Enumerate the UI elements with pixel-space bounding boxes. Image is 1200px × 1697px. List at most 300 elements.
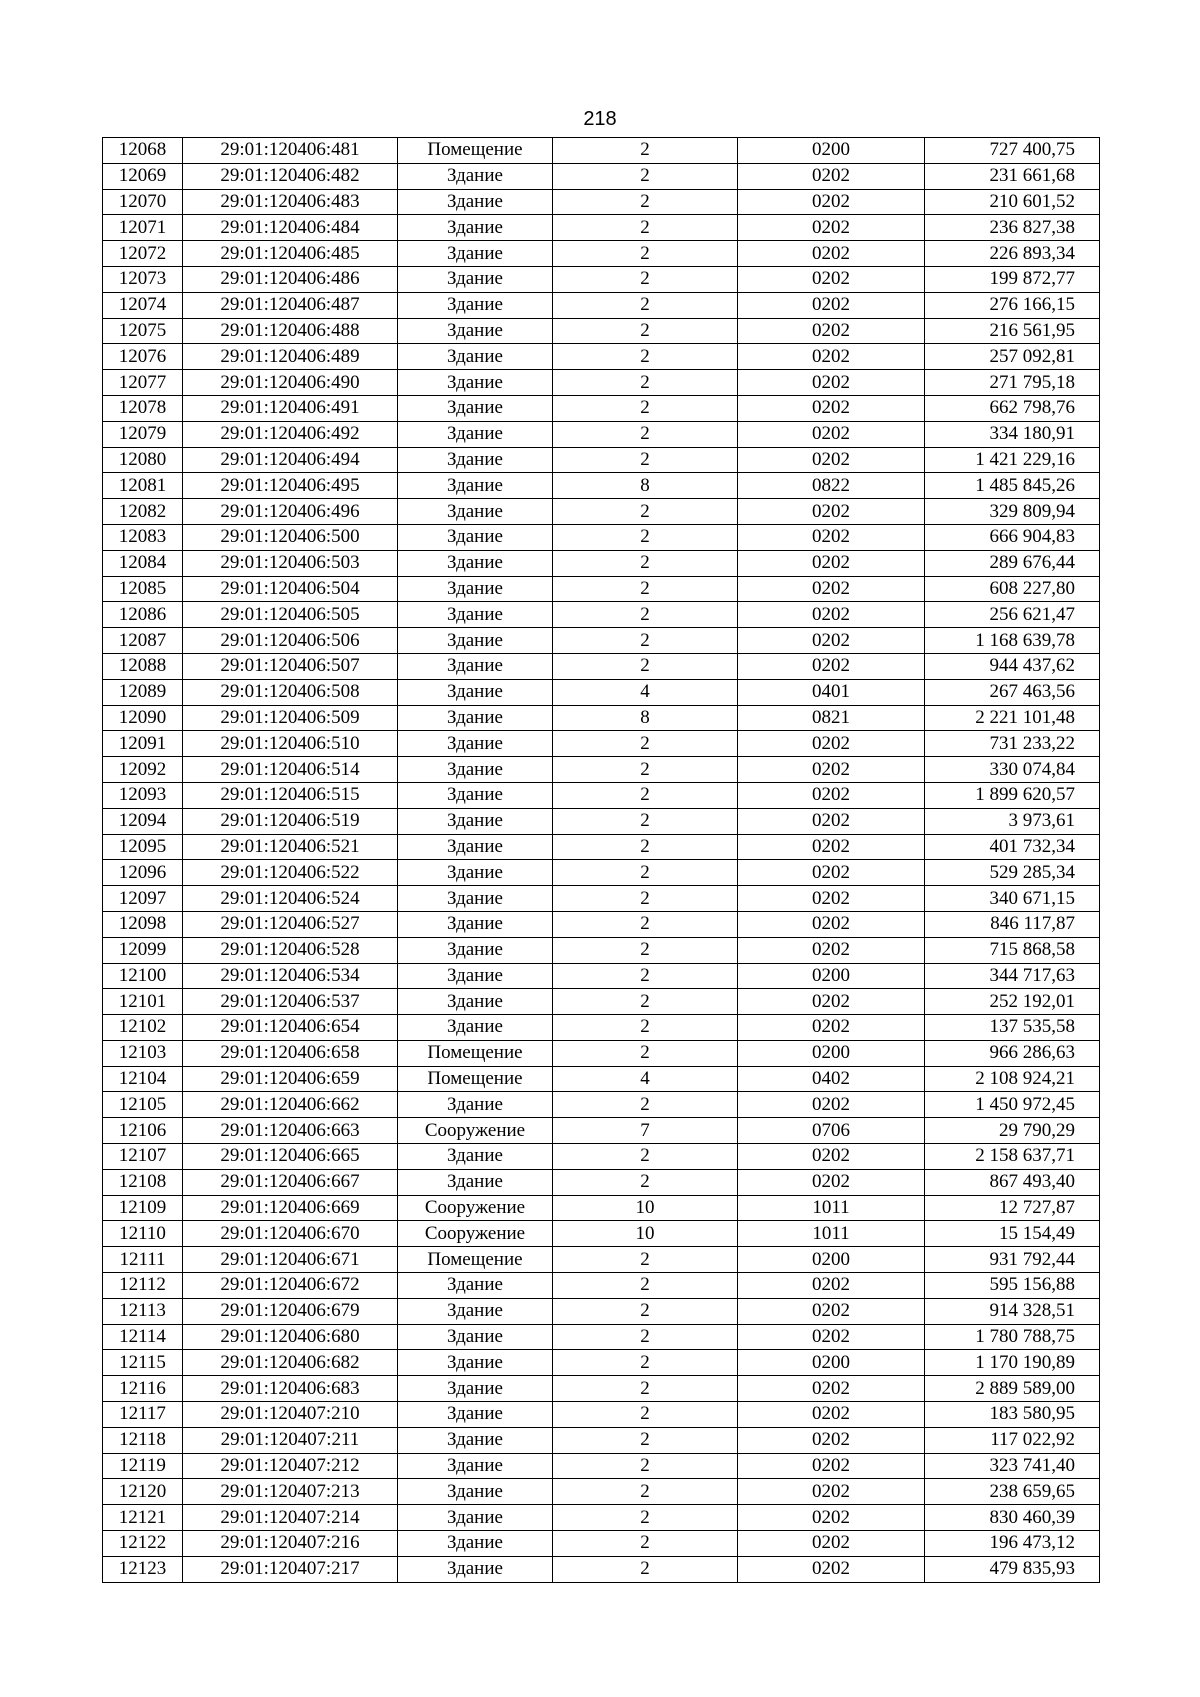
cadastral-number-cell: 29:01:120406:537: [183, 989, 398, 1015]
group-cell: 2: [553, 344, 738, 370]
group-cell: 2: [553, 834, 738, 860]
row-number-cell: 12110: [103, 1221, 183, 1247]
row-number-cell: 12106: [103, 1118, 183, 1144]
group-cell: 8: [553, 473, 738, 499]
code-cell: 0202: [738, 628, 925, 654]
group-cell: 2: [553, 1273, 738, 1299]
cadastral-value-cell: 846 117,87: [925, 911, 1100, 937]
table-row: [103, 1144, 1100, 1170]
group-cell: 7: [553, 1118, 738, 1144]
cadastral-number-cell: 29:01:120406:505: [183, 602, 398, 628]
group-cell: 2: [553, 447, 738, 473]
cadastral-number-cell: 29:01:120406:482: [183, 163, 398, 189]
table-row: [103, 447, 1100, 473]
group-cell: 2: [553, 1350, 738, 1376]
row-number-cell: 12107: [103, 1144, 183, 1170]
cadastral-value-cell: 529 285,34: [925, 860, 1100, 886]
cadastral-value-cell: 830 460,39: [925, 1505, 1100, 1531]
cadastral-value-cell: 914 328,51: [925, 1298, 1100, 1324]
row-number-cell: 12075: [103, 318, 183, 344]
group-cell: 2: [553, 292, 738, 318]
table-row: [103, 1195, 1100, 1221]
row-number-cell: 12073: [103, 266, 183, 292]
cadastral-number-cell: 29:01:120406:665: [183, 1144, 398, 1170]
cadastral-value-cell: 323 741,40: [925, 1453, 1100, 1479]
group-cell: 2: [553, 421, 738, 447]
object-type-cell: Здание: [398, 628, 553, 654]
cadastral-number-cell: 29:01:120406:494: [183, 447, 398, 473]
cadastral-value-cell: 289 676,44: [925, 550, 1100, 576]
group-cell: 10: [553, 1221, 738, 1247]
row-number-cell: 12078: [103, 395, 183, 421]
table-row: [103, 1040, 1100, 1066]
code-cell: 0402: [738, 1066, 925, 1092]
group-cell: 2: [553, 1015, 738, 1041]
table-row: [103, 1531, 1100, 1557]
object-type-cell: Здание: [398, 344, 553, 370]
cadastral-number-cell: 29:01:120406:669: [183, 1195, 398, 1221]
table-row: [103, 524, 1100, 550]
object-type-cell: Здание: [398, 834, 553, 860]
group-cell: 2: [553, 1040, 738, 1066]
cadastral-number-cell: 29:01:120406:503: [183, 550, 398, 576]
code-cell: 1011: [738, 1195, 925, 1221]
group-cell: 2: [553, 1556, 738, 1582]
cadastral-number-cell: 29:01:120406:524: [183, 886, 398, 912]
cadastral-value-cell: 931 792,44: [925, 1247, 1100, 1273]
object-type-cell: Здание: [398, 189, 553, 215]
cadastral-number-cell: 29:01:120406:522: [183, 860, 398, 886]
object-type-cell: Здание: [398, 1273, 553, 1299]
cadastral-value-cell: 2 158 637,71: [925, 1144, 1100, 1170]
row-number-cell: 12070: [103, 189, 183, 215]
cadastral-value-cell: 183 580,95: [925, 1402, 1100, 1428]
object-type-cell: Здание: [398, 808, 553, 834]
table-row: [103, 1479, 1100, 1505]
cadastral-number-cell: 29:01:120407:217: [183, 1556, 398, 1582]
object-type-cell: Здание: [398, 163, 553, 189]
object-type-cell: Помещение: [398, 1066, 553, 1092]
object-type-cell: Здание: [398, 1169, 553, 1195]
row-number-cell: 12082: [103, 499, 183, 525]
code-cell: 0202: [738, 266, 925, 292]
cadastral-number-cell: 29:01:120406:486: [183, 266, 398, 292]
cadastral-value-cell: 731 233,22: [925, 731, 1100, 757]
code-cell: 0202: [738, 318, 925, 344]
table-row: [103, 1015, 1100, 1041]
group-cell: 2: [553, 1427, 738, 1453]
object-type-cell: Здание: [398, 705, 553, 731]
code-cell: 0202: [738, 292, 925, 318]
object-type-cell: Здание: [398, 1324, 553, 1350]
group-cell: 2: [553, 215, 738, 241]
group-cell: 2: [553, 1092, 738, 1118]
table-row: [103, 499, 1100, 525]
cadastral-number-cell: 29:01:120406:680: [183, 1324, 398, 1350]
object-type-cell: Здание: [398, 937, 553, 963]
object-type-cell: Здание: [398, 782, 553, 808]
object-type-cell: Здание: [398, 860, 553, 886]
row-number-cell: 12096: [103, 860, 183, 886]
table-row: [103, 679, 1100, 705]
row-number-cell: 12077: [103, 370, 183, 396]
group-cell: 2: [553, 1376, 738, 1402]
cadastral-value-cell: 2 221 101,48: [925, 705, 1100, 731]
cadastral-value-cell: 1 421 229,16: [925, 447, 1100, 473]
group-cell: 2: [553, 860, 738, 886]
cadastral-value-cell: 196 473,12: [925, 1531, 1100, 1557]
table-row: [103, 1350, 1100, 1376]
cadastral-number-cell: 29:01:120406:672: [183, 1273, 398, 1299]
cadastral-number-cell: 29:01:120406:488: [183, 318, 398, 344]
cadastral-value-cell: 3 973,61: [925, 808, 1100, 834]
table-row: [103, 628, 1100, 654]
cadastral-number-cell: 29:01:120407:216: [183, 1531, 398, 1557]
cadastral-number-cell: 29:01:120406:521: [183, 834, 398, 860]
code-cell: 0202: [738, 370, 925, 396]
row-number-cell: 12115: [103, 1350, 183, 1376]
row-number-cell: 12094: [103, 808, 183, 834]
group-cell: 2: [553, 138, 738, 164]
table-row: [103, 421, 1100, 447]
code-cell: 0202: [738, 602, 925, 628]
row-number-cell: 12071: [103, 215, 183, 241]
code-cell: 0202: [738, 1479, 925, 1505]
group-cell: 2: [553, 628, 738, 654]
table-row: [103, 860, 1100, 886]
cadastral-value-cell: 401 732,34: [925, 834, 1100, 860]
object-type-cell: Здание: [398, 886, 553, 912]
cadastral-number-cell: 29:01:120406:515: [183, 782, 398, 808]
object-type-cell: Здание: [398, 653, 553, 679]
group-cell: 2: [553, 266, 738, 292]
row-number-cell: 12080: [103, 447, 183, 473]
cadastral-value-cell: 15 154,49: [925, 1221, 1100, 1247]
object-type-cell: Сооружение: [398, 1118, 553, 1144]
code-cell: 0202: [738, 215, 925, 241]
cadastral-value-cell: 2 889 589,00: [925, 1376, 1100, 1402]
group-cell: 2: [553, 395, 738, 421]
cadastral-value-cell: 966 286,63: [925, 1040, 1100, 1066]
object-type-cell: Здание: [398, 421, 553, 447]
cadastral-number-cell: 29:01:120406:683: [183, 1376, 398, 1402]
row-number-cell: 12112: [103, 1273, 183, 1299]
row-number-cell: 12074: [103, 292, 183, 318]
code-cell: 0202: [738, 1169, 925, 1195]
cadastral-number-cell: 29:01:120406:667: [183, 1169, 398, 1195]
cadastral-number-cell: 29:01:120406:507: [183, 653, 398, 679]
row-number-cell: 12095: [103, 834, 183, 860]
cadastral-value-table: [102, 137, 1100, 1583]
table-row: [103, 1092, 1100, 1118]
group-cell: 2: [553, 1247, 738, 1273]
row-number-cell: 12088: [103, 653, 183, 679]
row-number-cell: 12098: [103, 911, 183, 937]
table-row: [103, 473, 1100, 499]
row-number-cell: 12102: [103, 1015, 183, 1041]
cadastral-number-cell: 29:01:120406:504: [183, 576, 398, 602]
object-type-cell: Здание: [398, 550, 553, 576]
table-row: [103, 1376, 1100, 1402]
group-cell: 2: [553, 499, 738, 525]
group-cell: 8: [553, 705, 738, 731]
cadastral-value-cell: 1 485 845,26: [925, 473, 1100, 499]
object-type-cell: Здание: [398, 318, 553, 344]
cadastral-value-cell: 944 437,62: [925, 653, 1100, 679]
cadastral-number-cell: 29:01:120407:212: [183, 1453, 398, 1479]
cadastral-value-cell: 231 661,68: [925, 163, 1100, 189]
table-row: [103, 937, 1100, 963]
cadastral-value-cell: 257 092,81: [925, 344, 1100, 370]
cadastral-value-cell: 715 868,58: [925, 937, 1100, 963]
code-cell: 0202: [738, 731, 925, 757]
code-cell: 0202: [738, 808, 925, 834]
cadastral-number-cell: 29:01:120406:510: [183, 731, 398, 757]
code-cell: 0200: [738, 1350, 925, 1376]
row-number-cell: 12079: [103, 421, 183, 447]
table-row: [103, 1221, 1100, 1247]
group-cell: 2: [553, 550, 738, 576]
group-cell: 2: [553, 163, 738, 189]
table-body: [103, 138, 1100, 1583]
group-cell: 2: [553, 731, 738, 757]
code-cell: 0202: [738, 1453, 925, 1479]
cadastral-value-cell: 1 170 190,89: [925, 1350, 1100, 1376]
cadastral-value-cell: 608 227,80: [925, 576, 1100, 602]
table-row: [103, 808, 1100, 834]
cadastral-number-cell: 29:01:120406:508: [183, 679, 398, 705]
code-cell: 0202: [738, 1505, 925, 1531]
object-type-cell: Помещение: [398, 138, 553, 164]
group-cell: 10: [553, 1195, 738, 1221]
row-number-cell: 12072: [103, 241, 183, 267]
code-cell: 0200: [738, 1247, 925, 1273]
group-cell: 2: [553, 370, 738, 396]
group-cell: 2: [553, 524, 738, 550]
code-cell: 0202: [738, 1556, 925, 1582]
group-cell: 2: [553, 1531, 738, 1557]
table-row: [103, 705, 1100, 731]
group-cell: 2: [553, 189, 738, 215]
table-row: [103, 138, 1100, 164]
table-row: [103, 1118, 1100, 1144]
table-row: [103, 602, 1100, 628]
object-type-cell: Здание: [398, 1556, 553, 1582]
object-type-cell: Здание: [398, 499, 553, 525]
code-cell: 0401: [738, 679, 925, 705]
cadastral-value-cell: 2 108 924,21: [925, 1066, 1100, 1092]
cadastral-value-cell: 267 463,56: [925, 679, 1100, 705]
cadastral-value-cell: 271 795,18: [925, 370, 1100, 396]
row-number-cell: 12113: [103, 1298, 183, 1324]
table-row: [103, 1556, 1100, 1582]
cadastral-number-cell: 29:01:120406:485: [183, 241, 398, 267]
cadastral-value-cell: 666 904,83: [925, 524, 1100, 550]
cadastral-number-cell: 29:01:120406:481: [183, 138, 398, 164]
row-number-cell: 12100: [103, 963, 183, 989]
cadastral-number-cell: 29:01:120406:509: [183, 705, 398, 731]
row-number-cell: 12097: [103, 886, 183, 912]
code-cell: 0821: [738, 705, 925, 731]
code-cell: 0202: [738, 782, 925, 808]
table-row: [103, 241, 1100, 267]
cadastral-value-cell: 340 671,15: [925, 886, 1100, 912]
cadastral-number-cell: 29:01:120406:514: [183, 757, 398, 783]
table-row: [103, 782, 1100, 808]
cadastral-number-cell: 29:01:120406:682: [183, 1350, 398, 1376]
object-type-cell: Здание: [398, 215, 553, 241]
code-cell: 0202: [738, 860, 925, 886]
cadastral-value-cell: 226 893,34: [925, 241, 1100, 267]
object-type-cell: Здание: [398, 1453, 553, 1479]
object-type-cell: Здание: [398, 473, 553, 499]
row-number-cell: 12090: [103, 705, 183, 731]
row-number-cell: 12081: [103, 473, 183, 499]
cadastral-value-cell: 252 192,01: [925, 989, 1100, 1015]
table-row: [103, 1169, 1100, 1195]
group-cell: 2: [553, 318, 738, 344]
object-type-cell: Здание: [398, 989, 553, 1015]
cadastral-value-cell: 334 180,91: [925, 421, 1100, 447]
object-type-cell: Здание: [398, 1427, 553, 1453]
table-row: [103, 653, 1100, 679]
group-cell: 2: [553, 937, 738, 963]
table-row: [103, 963, 1100, 989]
row-number-cell: 12117: [103, 1402, 183, 1428]
object-type-cell: Здание: [398, 1376, 553, 1402]
object-type-cell: Здание: [398, 679, 553, 705]
table-row: [103, 189, 1100, 215]
cadastral-value-cell: 344 717,63: [925, 963, 1100, 989]
table-row: [103, 757, 1100, 783]
row-number-cell: 12121: [103, 1505, 183, 1531]
cadastral-number-cell: 29:01:120407:211: [183, 1427, 398, 1453]
code-cell: 0202: [738, 1324, 925, 1350]
code-cell: 0202: [738, 886, 925, 912]
page-number: 218: [583, 108, 617, 130]
row-number-cell: 12114: [103, 1324, 183, 1350]
cadastral-value-cell: 236 827,38: [925, 215, 1100, 241]
code-cell: 1011: [738, 1221, 925, 1247]
group-cell: 2: [553, 782, 738, 808]
table-row: [103, 550, 1100, 576]
code-cell: 0202: [738, 576, 925, 602]
cadastral-number-cell: 29:01:120406:659: [183, 1066, 398, 1092]
group-cell: 2: [553, 241, 738, 267]
code-cell: 0202: [738, 395, 925, 421]
row-number-cell: 12092: [103, 757, 183, 783]
object-type-cell: Здание: [398, 576, 553, 602]
cadastral-value-cell: 662 798,76: [925, 395, 1100, 421]
group-cell: 2: [553, 808, 738, 834]
code-cell: 0202: [738, 989, 925, 1015]
row-number-cell: 12118: [103, 1427, 183, 1453]
code-cell: 0202: [738, 911, 925, 937]
row-number-cell: 12123: [103, 1556, 183, 1582]
table-row: [103, 163, 1100, 189]
cadastral-number-cell: 29:01:120406:496: [183, 499, 398, 525]
row-number-cell: 12119: [103, 1453, 183, 1479]
table-row: [103, 292, 1100, 318]
cadastral-number-cell: 29:01:120406:506: [183, 628, 398, 654]
code-cell: 0202: [738, 524, 925, 550]
code-cell: 0202: [738, 1144, 925, 1170]
code-cell: 0200: [738, 138, 925, 164]
code-cell: 0822: [738, 473, 925, 499]
table-row: [103, 318, 1100, 344]
group-cell: 2: [553, 989, 738, 1015]
object-type-cell: Сооружение: [398, 1195, 553, 1221]
table-row: [103, 215, 1100, 241]
group-cell: 2: [553, 576, 738, 602]
cadastral-value-cell: 595 156,88: [925, 1273, 1100, 1299]
table-row: [103, 911, 1100, 937]
cadastral-number-cell: 29:01:120406:490: [183, 370, 398, 396]
cadastral-value-cell: 210 601,52: [925, 189, 1100, 215]
object-type-cell: Здание: [398, 602, 553, 628]
cadastral-number-cell: 29:01:120407:213: [183, 1479, 398, 1505]
row-number-cell: 12120: [103, 1479, 183, 1505]
row-number-cell: 12085: [103, 576, 183, 602]
cadastral-value-cell: 256 621,47: [925, 602, 1100, 628]
group-cell: 2: [553, 911, 738, 937]
row-number-cell: 12105: [103, 1092, 183, 1118]
code-cell: 0202: [738, 1402, 925, 1428]
object-type-cell: Здание: [398, 757, 553, 783]
cadastral-number-cell: 29:01:120406:489: [183, 344, 398, 370]
object-type-cell: Здание: [398, 1505, 553, 1531]
code-cell: 0202: [738, 1376, 925, 1402]
row-number-cell: 12089: [103, 679, 183, 705]
code-cell: 0202: [738, 447, 925, 473]
object-type-cell: Здание: [398, 1092, 553, 1118]
code-cell: 0202: [738, 937, 925, 963]
cadastral-number-cell: 29:01:120406:491: [183, 395, 398, 421]
cadastral-value-cell: 867 493,40: [925, 1169, 1100, 1195]
code-cell: 0202: [738, 1015, 925, 1041]
cadastral-number-cell: 29:01:120406:519: [183, 808, 398, 834]
row-number-cell: 12116: [103, 1376, 183, 1402]
row-number-cell: 12093: [103, 782, 183, 808]
cadastral-value-cell: 1 168 639,78: [925, 628, 1100, 654]
row-number-cell: 12111: [103, 1247, 183, 1273]
cadastral-number-cell: 29:01:120406:658: [183, 1040, 398, 1066]
cadastral-number-cell: 29:01:120406:527: [183, 911, 398, 937]
table-row: [103, 834, 1100, 860]
row-number-cell: 12068: [103, 138, 183, 164]
table-row: [103, 731, 1100, 757]
cadastral-value-cell: 29 790,29: [925, 1118, 1100, 1144]
object-type-cell: Здание: [398, 241, 553, 267]
code-cell: 0202: [738, 1298, 925, 1324]
code-cell: 0200: [738, 963, 925, 989]
table-row: [103, 1427, 1100, 1453]
code-cell: 0202: [738, 163, 925, 189]
table-row: [103, 1453, 1100, 1479]
cadastral-value-cell: 216 561,95: [925, 318, 1100, 344]
object-type-cell: Здание: [398, 1015, 553, 1041]
object-type-cell: Сооружение: [398, 1221, 553, 1247]
cadastral-number-cell: 29:01:120406:487: [183, 292, 398, 318]
table-row: [103, 989, 1100, 1015]
cadastral-number-cell: 29:01:120406:492: [183, 421, 398, 447]
cadastral-value-cell: 137 535,58: [925, 1015, 1100, 1041]
code-cell: 0202: [738, 653, 925, 679]
group-cell: 2: [553, 653, 738, 679]
row-number-cell: 12104: [103, 1066, 183, 1092]
cadastral-number-cell: 29:01:120406:500: [183, 524, 398, 550]
cadastral-number-cell: 29:01:120406:534: [183, 963, 398, 989]
